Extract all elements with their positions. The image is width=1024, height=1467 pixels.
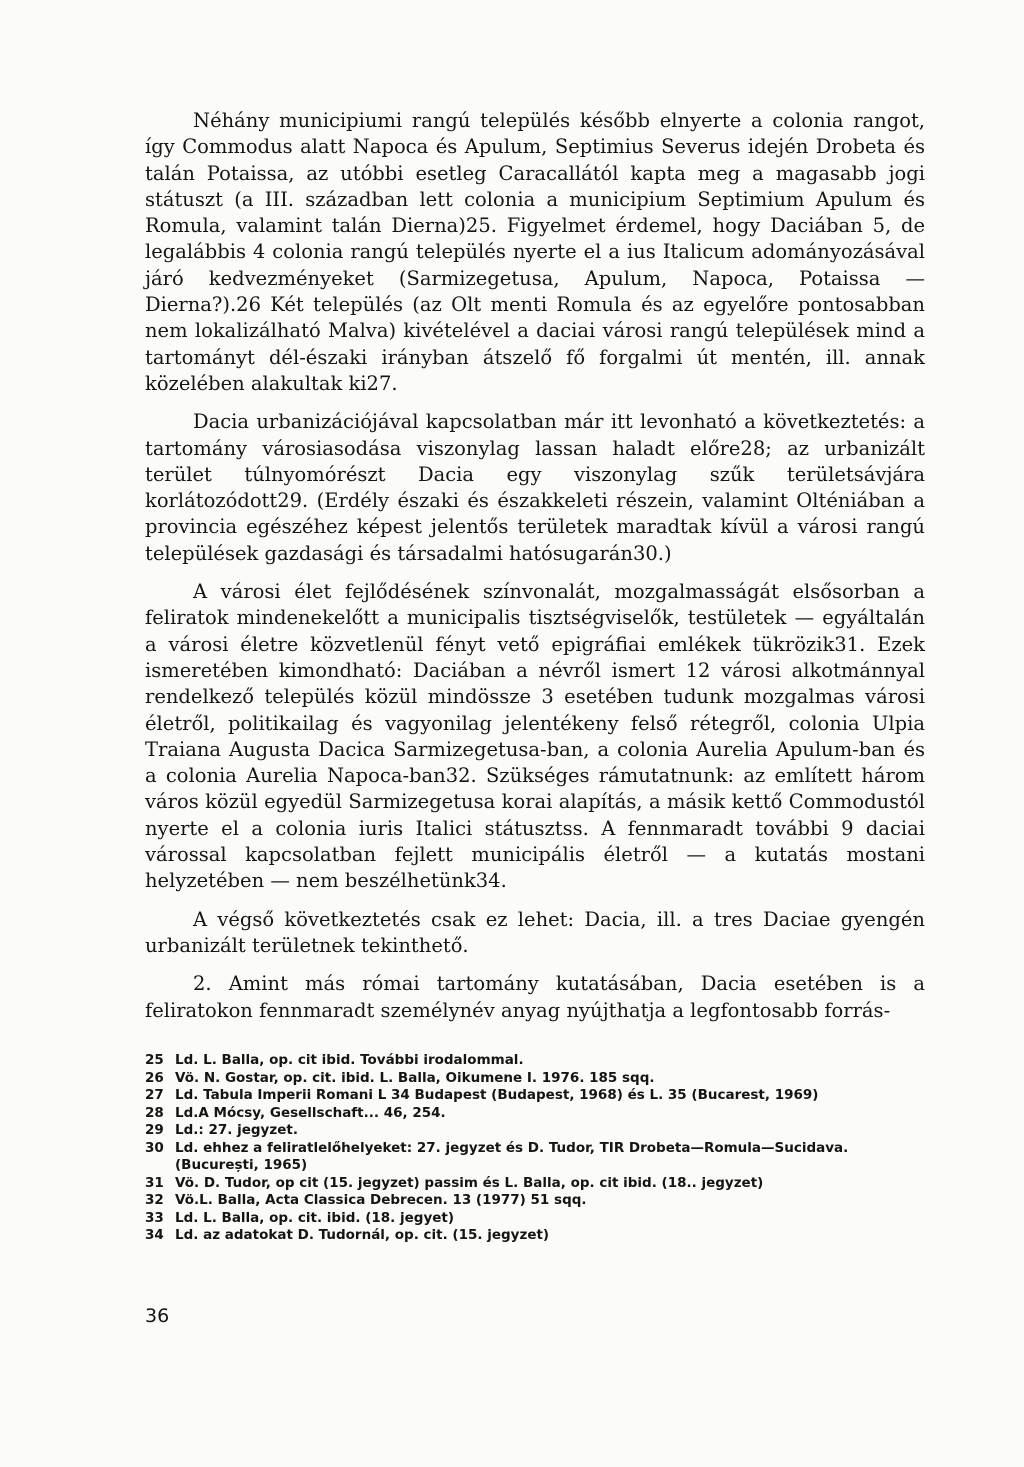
footnote-text: Vö.L. Balla, Acta Classica Debrecen. 13 (1977) 51 sqq.	[175, 1192, 587, 1208]
footnote-number: 26	[145, 1069, 164, 1086]
footnote-number: 33	[145, 1209, 164, 1226]
footnote-number: 27	[145, 1087, 164, 1103]
footnote-number: 32	[145, 1192, 164, 1208]
footnote-text: Vö. N. Gostar, op. cit. ibid. L. Balla, Oikumene I. 1976. 185 sqq.	[175, 1069, 655, 1086]
main-text	[145, 108, 925, 1024]
paragraph-4: A végső következtetés csak ez lehet: Dacia, ill. a tres Daciae gyengén urbanizált területnek tekinthető.	[145, 907, 925, 957]
paragraph-2: Dacia urbanizációjával kapcsolatban már itt levonható a következtetés: a tartomány városiasodása viszonylag lassan haladt előre28; az urbanizált terület túlnyomórészt Dacia egy viszonylag szűk területsávjára korlátozódott29. (Erdély északi és északkeleti részein, valamint Olténiában a provincia egészéhez képest jelentős területek maradtak kívül a városi rangú települések gazdasági és társadalmi hatósugarán30.)	[145, 410, 925, 565]
footnotes	[145, 1052, 925, 1245]
footnote-number: 28	[145, 1104, 164, 1121]
footnote-text: Ld.A Mócsy, Gesellschaft... 46, 254.	[175, 1104, 446, 1121]
footnote-text: Vö. D. Tudor, op cit (15. jegyzet) passim és L. Balla, op. cit ibid. (18.. jegyzet)	[175, 1174, 764, 1191]
footnote-text: Ld.: 27. jegyzet.	[175, 1122, 298, 1138]
footnote-number: 31	[145, 1174, 164, 1191]
footnote	[145, 1105, 925, 1123]
footnote	[145, 1122, 925, 1140]
footnote	[145, 1192, 925, 1210]
footnote	[145, 1140, 925, 1175]
footnote-text: Ld. L. Balla, op. cit. ibid. (18. jegyet)	[175, 1209, 455, 1226]
footnote-number: 25	[145, 1052, 164, 1068]
footnote-text: Ld. L. Balla, op. cit ibid. További irodalommal.	[175, 1052, 524, 1068]
footnote-text: Ld. az adatokat D. Tudornál, op. cit. (15. jegyzet)	[175, 1227, 550, 1243]
footnote	[145, 1210, 925, 1228]
page-number: 36	[145, 1305, 170, 1327]
paragraph-3: A városi élet fejlődésének színvonalát, mozgalmasságát elsősorban a feliratok mindenekelőtt a municipalis tisztségviselők, testületek — egyáltalán a városi életre közvetlenül fényt vető epigráfiai emlékek tükrözik31. Ezek ismeretében kimondható: Daciában a névről ismert 12 városi alkotmánnyal rendelkező település közül mindössze 3 esetében tudunk mozgalmas városi életről, politikailag és vagyonilag jelentékeny felső rétegről, colonia Ulpia Traiana Augusta Dacica Sarmizegetusa-ban, a colonia Aurelia Apulum-ban és a colonia Aurelia Napoca-ban32. Szükséges rámutatnunk: az említett három város közül egyedül Sarmizegetusa korai alapítás, a másik kettő Commodustól nyerte el a colonia iuris Italici státusztss. A fennmaradt további 9 daciai várossal kapcsolatban fejlett municipális életről — a kutatás mostani helyzetében — nem beszélhetünk34.	[145, 580, 925, 893]
footnote-number: 29	[145, 1122, 164, 1138]
paragraph-5: 2. Amint más római tartomány kutatásában, Dacia esetében is a feliratokon fennmaradt személynév anyag nyújthatja a legfontosabb forrás-	[145, 972, 925, 1022]
footnote	[145, 1227, 925, 1245]
footnote-text: Ld. ehhez a feliratlelőhelyeket: 27. jegyzet és D. Tudor, TIR Drobeta—Romula—Sucidava. (București, 1965)	[175, 1139, 849, 1173]
footnote	[145, 1175, 925, 1193]
footnote	[145, 1070, 925, 1088]
paragraph-1: Néhány municipiumi rangú település később elnyerte a colonia rangot, így Commodus alatt Napoca és Apulum, Septimius Severus idején Drobeta és talán Potaissa, az utóbbi esetleg Caracallától kapta meg a magasabb jogi státuszt (a III. században lett colonia a municipium Septimium Apulum és Romula, valamint talán Dierna)25. Figyelmet érdemel, hogy Daciában 5, de legalábbis 4 colonia rangú település nyerte el a ius Italicum adományozásával járó kedvezményeket (Sarmizegetusa, Apulum, Napoca, Potaissa — Dierna?).26 Két település (az Olt menti Romula és az egyelőre pontosabban nem lokalizálható Malva) kivételével a daciai városi rangú települések mind a tartományt dél-északi irányban átszelő fő forgalmi út mentén, ill. annak közelében alakultak ki27.	[145, 109, 925, 395]
footnote-number: 34	[145, 1227, 164, 1243]
footnote-text: Ld. Tabula Imperii Romani L 34 Budapest (Budapest, 1968) és L. 35 (Bucarest, 1969)	[175, 1087, 819, 1103]
footnote-number: 30	[145, 1139, 164, 1156]
footnote	[145, 1087, 925, 1105]
footnote	[145, 1052, 925, 1070]
